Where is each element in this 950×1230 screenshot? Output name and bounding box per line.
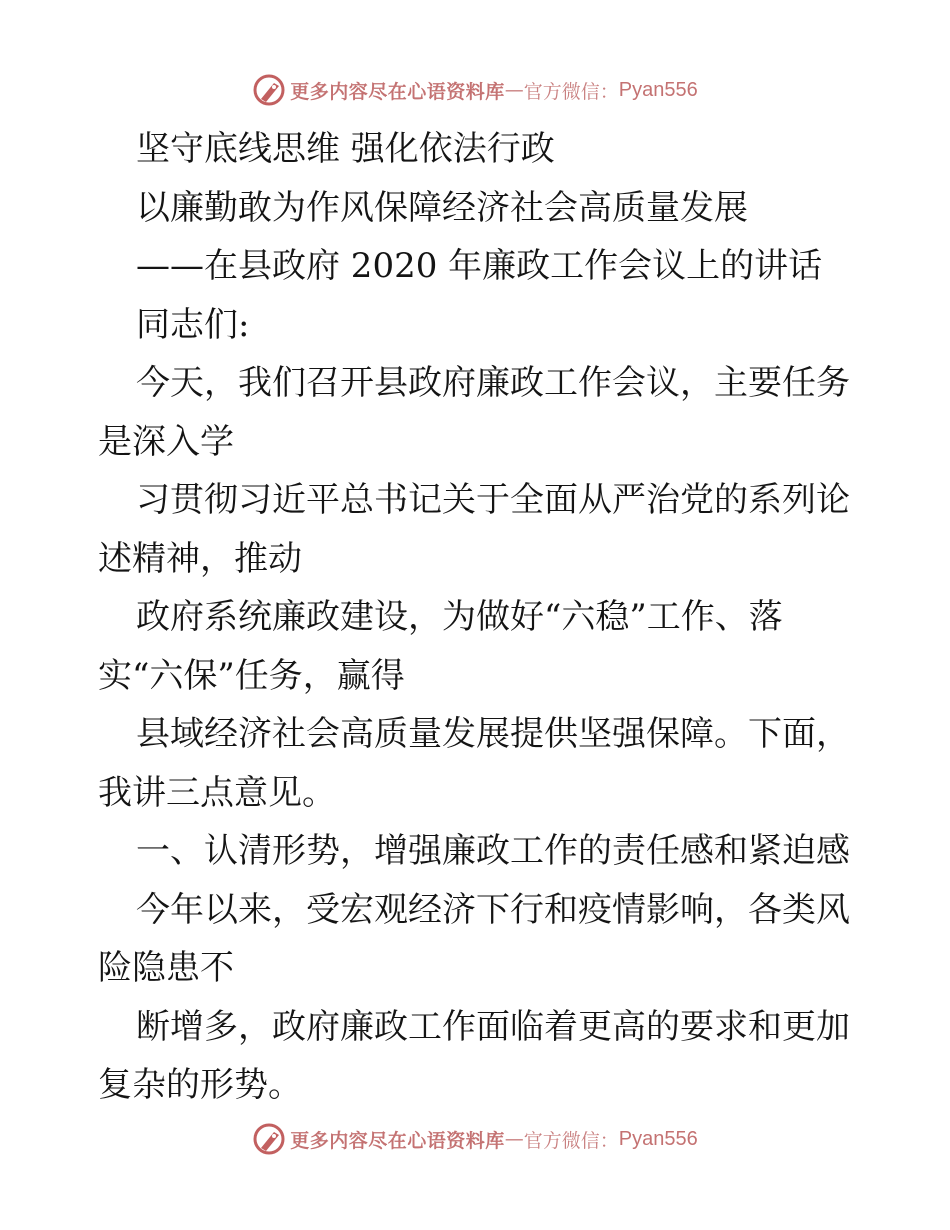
- paragraph-line: 险隐患不: [98, 948, 234, 988]
- document-title: 坚守底线思维 强化依法行政: [136, 129, 555, 169]
- section-heading: 一、认清形势，增强廉政工作的责任感和紧迫感: [136, 831, 850, 871]
- watermark-banner-top: [0, 72, 950, 108]
- document-body: [98, 120, 858, 1115]
- paragraph-line: 习贯彻习近平总书记关于全面从严治党的系列论: [136, 480, 850, 520]
- watermark-wechat-label: 官方微信：: [523, 1129, 619, 1152]
- watermark-brand-text: 更多内容尽在心语资料库: [290, 80, 505, 103]
- paragraph-line: 政府系统廉政建设，为做好“六稳”工作、落: [136, 597, 783, 637]
- paragraph-line: 述精神，推动: [98, 538, 302, 579]
- watermark-banner-bottom: [0, 1121, 950, 1157]
- paragraph-line: 是深入学: [98, 421, 234, 462]
- pen-nib-logo-icon: [252, 73, 286, 107]
- paragraph-line: 今年以来，受宏观经济下行和疫情影响，各类风: [136, 889, 850, 930]
- watermark-dash: —: [504, 79, 524, 101]
- salutation: 同志们:: [136, 304, 250, 345]
- paragraph-line: 断增多，政府廉政工作面临着更高的要求和更加: [136, 1006, 850, 1047]
- paragraph-line: 县域经济社会高质量发展提供坚强保障。下面，: [136, 714, 850, 754]
- paragraph-line: 实“六保”任务，赢得: [98, 655, 405, 696]
- watermark-dash: —: [504, 1128, 524, 1150]
- watermark-handle: Pyan556: [618, 1127, 698, 1150]
- document-occasion: ——在县政府 2020 年廉政工作会议上的讲话: [136, 246, 823, 286]
- watermark-handle: Pyan556: [618, 78, 698, 101]
- document-subtitle: 以廉勤敢为作风保障经济社会高质量发展: [136, 187, 748, 228]
- paragraph-line: 我讲三点意见。: [98, 772, 336, 813]
- pen-nib-logo-icon: [252, 1122, 286, 1156]
- paragraph-line: 复杂的形势。: [98, 1065, 302, 1105]
- watermark-brand-text: 更多内容尽在心语资料库: [290, 1129, 505, 1152]
- watermark-wechat-label: 官方微信：: [523, 80, 619, 103]
- paragraph-line: 今天，我们召开县政府廉政工作会议，主要任务: [136, 363, 850, 403]
